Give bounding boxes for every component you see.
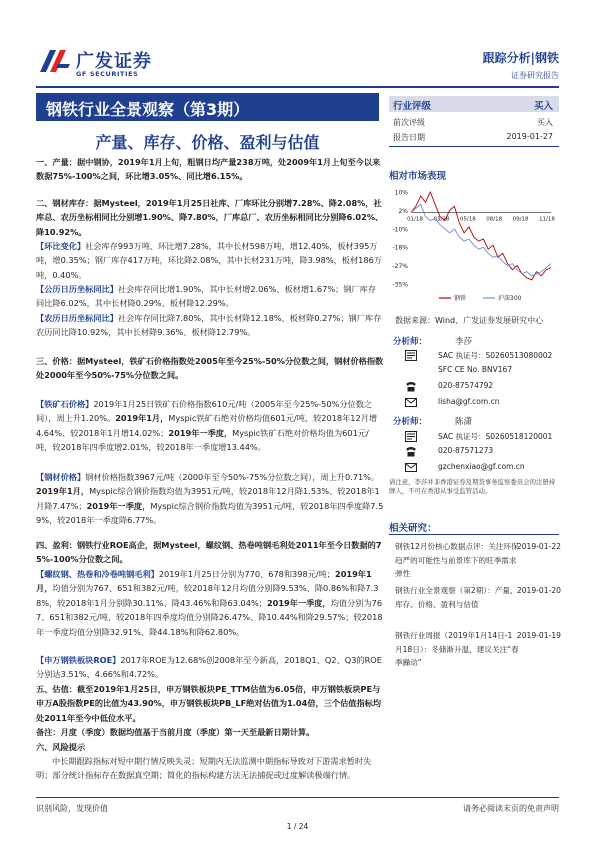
para-roe xyxy=(36,653,384,682)
para-inventory-mom-text: 社会库存993万吨、环比增7.28%，其中长材598万吨，增12.40%，板材395万吨，增0.35%；钢厂库存417万吨，环比降2.08%，其中长材231万吨，降3.98%，板材186万吨，0.40%。 xyxy=(36,241,382,280)
report-date-value: 2019-01-27 xyxy=(506,132,553,141)
iron-ore-text-d: 2019年一季度， xyxy=(168,427,233,438)
x-tick-label: 08/18 xyxy=(486,216,503,223)
para-risk-title xyxy=(36,740,384,754)
data-source: 数据来源：Wind、广发证券发展研究中心 xyxy=(395,316,544,325)
tag-steel-price: 【钢材价格】 xyxy=(36,472,86,482)
rating-divider xyxy=(389,146,559,147)
x-tick-label: 05/18 xyxy=(459,216,476,223)
tag-roe: 【申万钢铁板块ROE】 xyxy=(36,655,121,665)
report-subtitle: 产量、库存、价格、盈利与估值 xyxy=(95,133,320,152)
analyst-1-email-text[interactable]: lisha@gf.com.cn xyxy=(438,397,500,406)
rating-label: 行业评级 xyxy=(393,101,432,112)
rating-value: 买入 xyxy=(533,101,553,112)
para-inventory-yoy-text: 社会库存同比增1.90%，其中长材增2.06%、板材增1.67%；钢厂库存同比降6.02%，其中长材降0.29%、板材降12.29%。 xyxy=(36,284,377,309)
certificate-icon xyxy=(405,350,417,361)
footer-disclaimer: 请务必阅读末页的免责声明 xyxy=(463,804,559,813)
para-profit xyxy=(36,538,384,567)
series-line-steel xyxy=(411,192,551,280)
related-item-2-title[interactable]: 钢铁行业全景观察（第2期）：产量、库存、价格、盈利与估值 xyxy=(395,586,518,609)
x-tick-label: 03/18 xyxy=(433,216,450,223)
tag-iron-ore: 【铁矿石价格】 xyxy=(36,399,94,409)
para-note-text: 备注：月度（季度）数据均值基于当前月度（季度）第一天至最新日期计算。 xyxy=(36,727,315,737)
prev-rating-value: 买入 xyxy=(537,118,553,127)
gf-securities-logo xyxy=(36,46,158,82)
y-tick-label: 10% xyxy=(394,189,408,197)
para-iron-ore xyxy=(36,397,384,455)
para-price xyxy=(36,354,384,383)
related-item-1[interactable] xyxy=(395,540,561,581)
tag-gross-margin: 【螺纹钢、热卷和冷卷吨钢毛利】 xyxy=(36,569,159,579)
analyst-2-sac xyxy=(405,431,565,443)
report-type: 跟踪分析|钢铁 xyxy=(482,51,559,65)
analyst-2-phone xyxy=(405,446,565,458)
footer-slogan: 识别风险，发现价值 xyxy=(36,804,108,813)
analyst-1-name: 李莎 xyxy=(455,337,473,347)
analyst-2-email-text[interactable]: gzchenxiao@gf.com.cn xyxy=(438,462,525,471)
analyst-1-email[interactable] xyxy=(405,397,565,409)
gf-logo-icon xyxy=(36,46,70,76)
related-item-1-title[interactable]: 钢铁12月份核心数据点评：关注环保趋严的可能性与前景库下的旺季需求弹性 xyxy=(395,542,519,579)
x-tick-label: 01/18 xyxy=(407,216,423,223)
legend-label: 钢铁 xyxy=(454,295,467,302)
y-tick-label: -35% xyxy=(392,281,408,289)
logo-cn-text: 广发证券 xyxy=(76,51,152,72)
steel-price-text-b: 2019年1月， xyxy=(36,486,90,497)
para-inventory xyxy=(36,196,384,239)
certificate-icon xyxy=(405,431,417,442)
related-item-2-date: 2019-01-20 xyxy=(516,586,561,595)
para-valuation xyxy=(36,682,384,725)
iron-ore-text-c: Myspic铁矿石绝对价格均值601元/吨，较2018年12月增4.64%、较2018年1月增14.02%； xyxy=(36,413,378,438)
para-inventory-mom xyxy=(36,239,384,282)
y-tick-label: -10% xyxy=(392,226,408,234)
steel-price-text-a: 钢材价格指数3967元/吨（2000年至今50%-75%分位数之间），周上升0.71%。 xyxy=(85,472,380,482)
margin-text-b: 2019年1月， xyxy=(36,569,372,594)
y-tick-label: -18% xyxy=(392,244,408,252)
rating-header xyxy=(389,96,559,112)
email-icon xyxy=(405,397,417,408)
analyst-1-ce xyxy=(405,365,565,377)
para-risk-text: 中长期跟踪指标对短中期行情反映失灵；短期内无法监测中期指标导致对下游需求暂时失明；部分统计指标存在数据真空期；简化的指标构建方法无法捕捉或过度解读极端行情。 xyxy=(36,756,372,781)
license-note: 请注意，李莎并非香港证券及期货事务监察委员会的注册持牌人，不可在香港从事受监管活动。 xyxy=(389,478,556,495)
phone-icon xyxy=(405,381,417,392)
para-risk-title-text: 六、风险提示 xyxy=(36,742,86,752)
analyst-1-ce-text: SFC CE No. BNV167 xyxy=(438,365,513,374)
para-production-text: 一、产量：据中钢协，2019年1月上旬，粗钢日均产量238万吨，处2009年1月上旬至今以来数据75%-100%之间，环比增3.05%、同比增6.15%。 xyxy=(36,157,381,182)
header-divider xyxy=(36,86,559,88)
x-tick-label: 11/18 xyxy=(539,216,555,223)
para-inventory-yoy xyxy=(36,282,384,311)
iron-ore-text-e: Myspic铁矿石绝对价格均值为601元/吨，较2018年四季度增2.01%，较2018年一季度增13.44%。 xyxy=(36,427,369,453)
y-tick-label: -27% xyxy=(392,263,408,271)
tag-lunar: 【农历日历坐标同比】 xyxy=(36,313,118,323)
para-inventory-text: 二、钢材库存：据Mysteel，2019年1月25日社库、厂库环比分别增7.28%、降2.08%，社库总、农历坐标相同比分别增1.90%、降7.80%，厂库总厂、农历坐标相同比分别降6.02%、降10.92%。 xyxy=(36,198,384,237)
margin-text-d: 2019年一季度， xyxy=(266,597,331,608)
steel-price-text-c: Myspic综合钢价指数均值为3951元/吨，较2018年12月降1.53%、较2018年1月降7.47%； xyxy=(36,486,380,511)
para-roe-text: 2017年ROE为12.68%创2008年至今新高，2018Q1、Q2、Q3的ROE分别达3.51%、4.66%和4.72%。 xyxy=(36,655,382,680)
margin-text-c: 均值分别为767、651和382元/吨，较2018年12月均值分别降9.53%、降0.86%和降7.38%，较2018年1月分别降30.11%、降43.46%和降63.04%； xyxy=(36,583,379,608)
x-tick-label: 09/18 xyxy=(512,216,529,223)
analyst-1-phone-text: 020-87574792 xyxy=(438,381,494,390)
analyst-2-label: 分析师： xyxy=(393,417,428,427)
email-icon xyxy=(405,462,417,473)
y-tick-label: 2% xyxy=(398,207,408,215)
related-divider xyxy=(389,534,559,535)
analyst-1-phone xyxy=(405,381,565,393)
para-valuation-text: 五、估值：截至2019年1月25日，申万钢铁板块PE_TTM估值为6.05倍，申万钢铁板块PE与申万A股指数PE的比值为43.90%，申万钢铁板块PB_LF绝对估值为1.04倍，三个估值指标均处2011年至今中低位水平。 xyxy=(36,684,382,723)
para-inventory-lunar xyxy=(36,311,384,340)
market-perf-header: 相对市场表现 xyxy=(389,171,447,182)
para-note xyxy=(36,725,384,739)
analyst-2-sac-text: SAC 执证号：S0260518120001 xyxy=(438,432,553,441)
title-bar xyxy=(36,93,379,121)
page-number: 1 / 24 xyxy=(286,822,309,831)
analyst-1-sac xyxy=(405,350,565,362)
relative-performance-chart xyxy=(389,184,559,308)
report-date-label: 报告日期 xyxy=(393,133,425,142)
para-gross-margin xyxy=(36,567,384,639)
analyst-2-email[interactable] xyxy=(405,462,565,474)
report-title: 钢铁行业全景观察（第3期） xyxy=(46,100,250,119)
steel-price-text-e: Myspic综合钢价指数均值为3951元/吨，较2018年四季度降7.59%，较2018年一季度降6.77%。 xyxy=(36,500,384,526)
iron-ore-text-a: 2019年1月25日铁矿石价格指数610元/吨（2005年至今25%-50%分位数之间），周上升1.20%。 xyxy=(36,399,373,424)
legend-label: 沪深300 xyxy=(498,295,522,302)
prev-rating-label: 前次评级 xyxy=(393,118,425,127)
para-steel-price xyxy=(36,470,384,528)
analyst-2-phone-text: 020-87571273 xyxy=(438,446,494,455)
related-research-header: 相关研究： xyxy=(389,523,437,534)
logo-en-text: GF SECURITIES xyxy=(76,70,139,78)
related-item-2[interactable] xyxy=(395,584,561,611)
analyst-2-name: 陈潇 xyxy=(455,417,473,427)
phone-icon xyxy=(405,446,417,457)
analyst-1-label: 分析师： xyxy=(393,337,428,347)
margin-text-a: 2019年1月25日分别为770、678和398元/吨； xyxy=(158,569,335,579)
tag-yoy: 【公历日历坐标同比】 xyxy=(36,284,118,294)
para-profit-text: 四、盈利：钢铁行业ROE高企，据Mysteel，螺纹钢、热卷吨钢毛利处2011年至今日数据的75%-100%分位数之间。 xyxy=(36,540,382,565)
related-item-3-date: 2019-01-19 xyxy=(516,631,561,640)
margin-text-e: 均值分别为767、651和382元/吨，较2018年四季度均值分别降26.47%、降10.44%和降29.57%；较2018年一季度均值分别降32.91%、降44.18%和降62.80%。 xyxy=(36,597,383,637)
iron-ore-text-b: 2019年1月， xyxy=(115,413,169,424)
related-item-3[interactable] xyxy=(395,629,561,670)
tag-mom: 【环比变化】 xyxy=(36,241,86,251)
para-production xyxy=(36,155,384,184)
para-risk xyxy=(36,754,384,783)
steel-price-text-d: 2019年一季度， xyxy=(86,500,151,511)
report-category: 证券研究报告 xyxy=(511,71,559,80)
related-item-3-title[interactable]: 钢铁行业周报（2019年1月14日-1月18日）：冬储渐升温，建议关注“春季躁动” xyxy=(395,631,519,668)
para-price-text: 三、价格：据Mysteel，铁矿石价格指数处2005年至今25%-50%分位数之间，钢材价格指数处2000年至今50%-75%分位数之间。 xyxy=(36,356,384,381)
analyst-1-sac-text: SAC 执证号：S0260513080002 xyxy=(438,351,553,360)
para-inventory-lunar-text: 社会库存同比降7.80%，其中长材降12.18%、板材降0.27%；钢厂库存农历同比降10.92%，其中长材降9.36%、板材降12.79%。 xyxy=(36,313,382,338)
footer-divider xyxy=(36,797,559,798)
related-item-1-date: 2019-01-22 xyxy=(516,542,561,551)
